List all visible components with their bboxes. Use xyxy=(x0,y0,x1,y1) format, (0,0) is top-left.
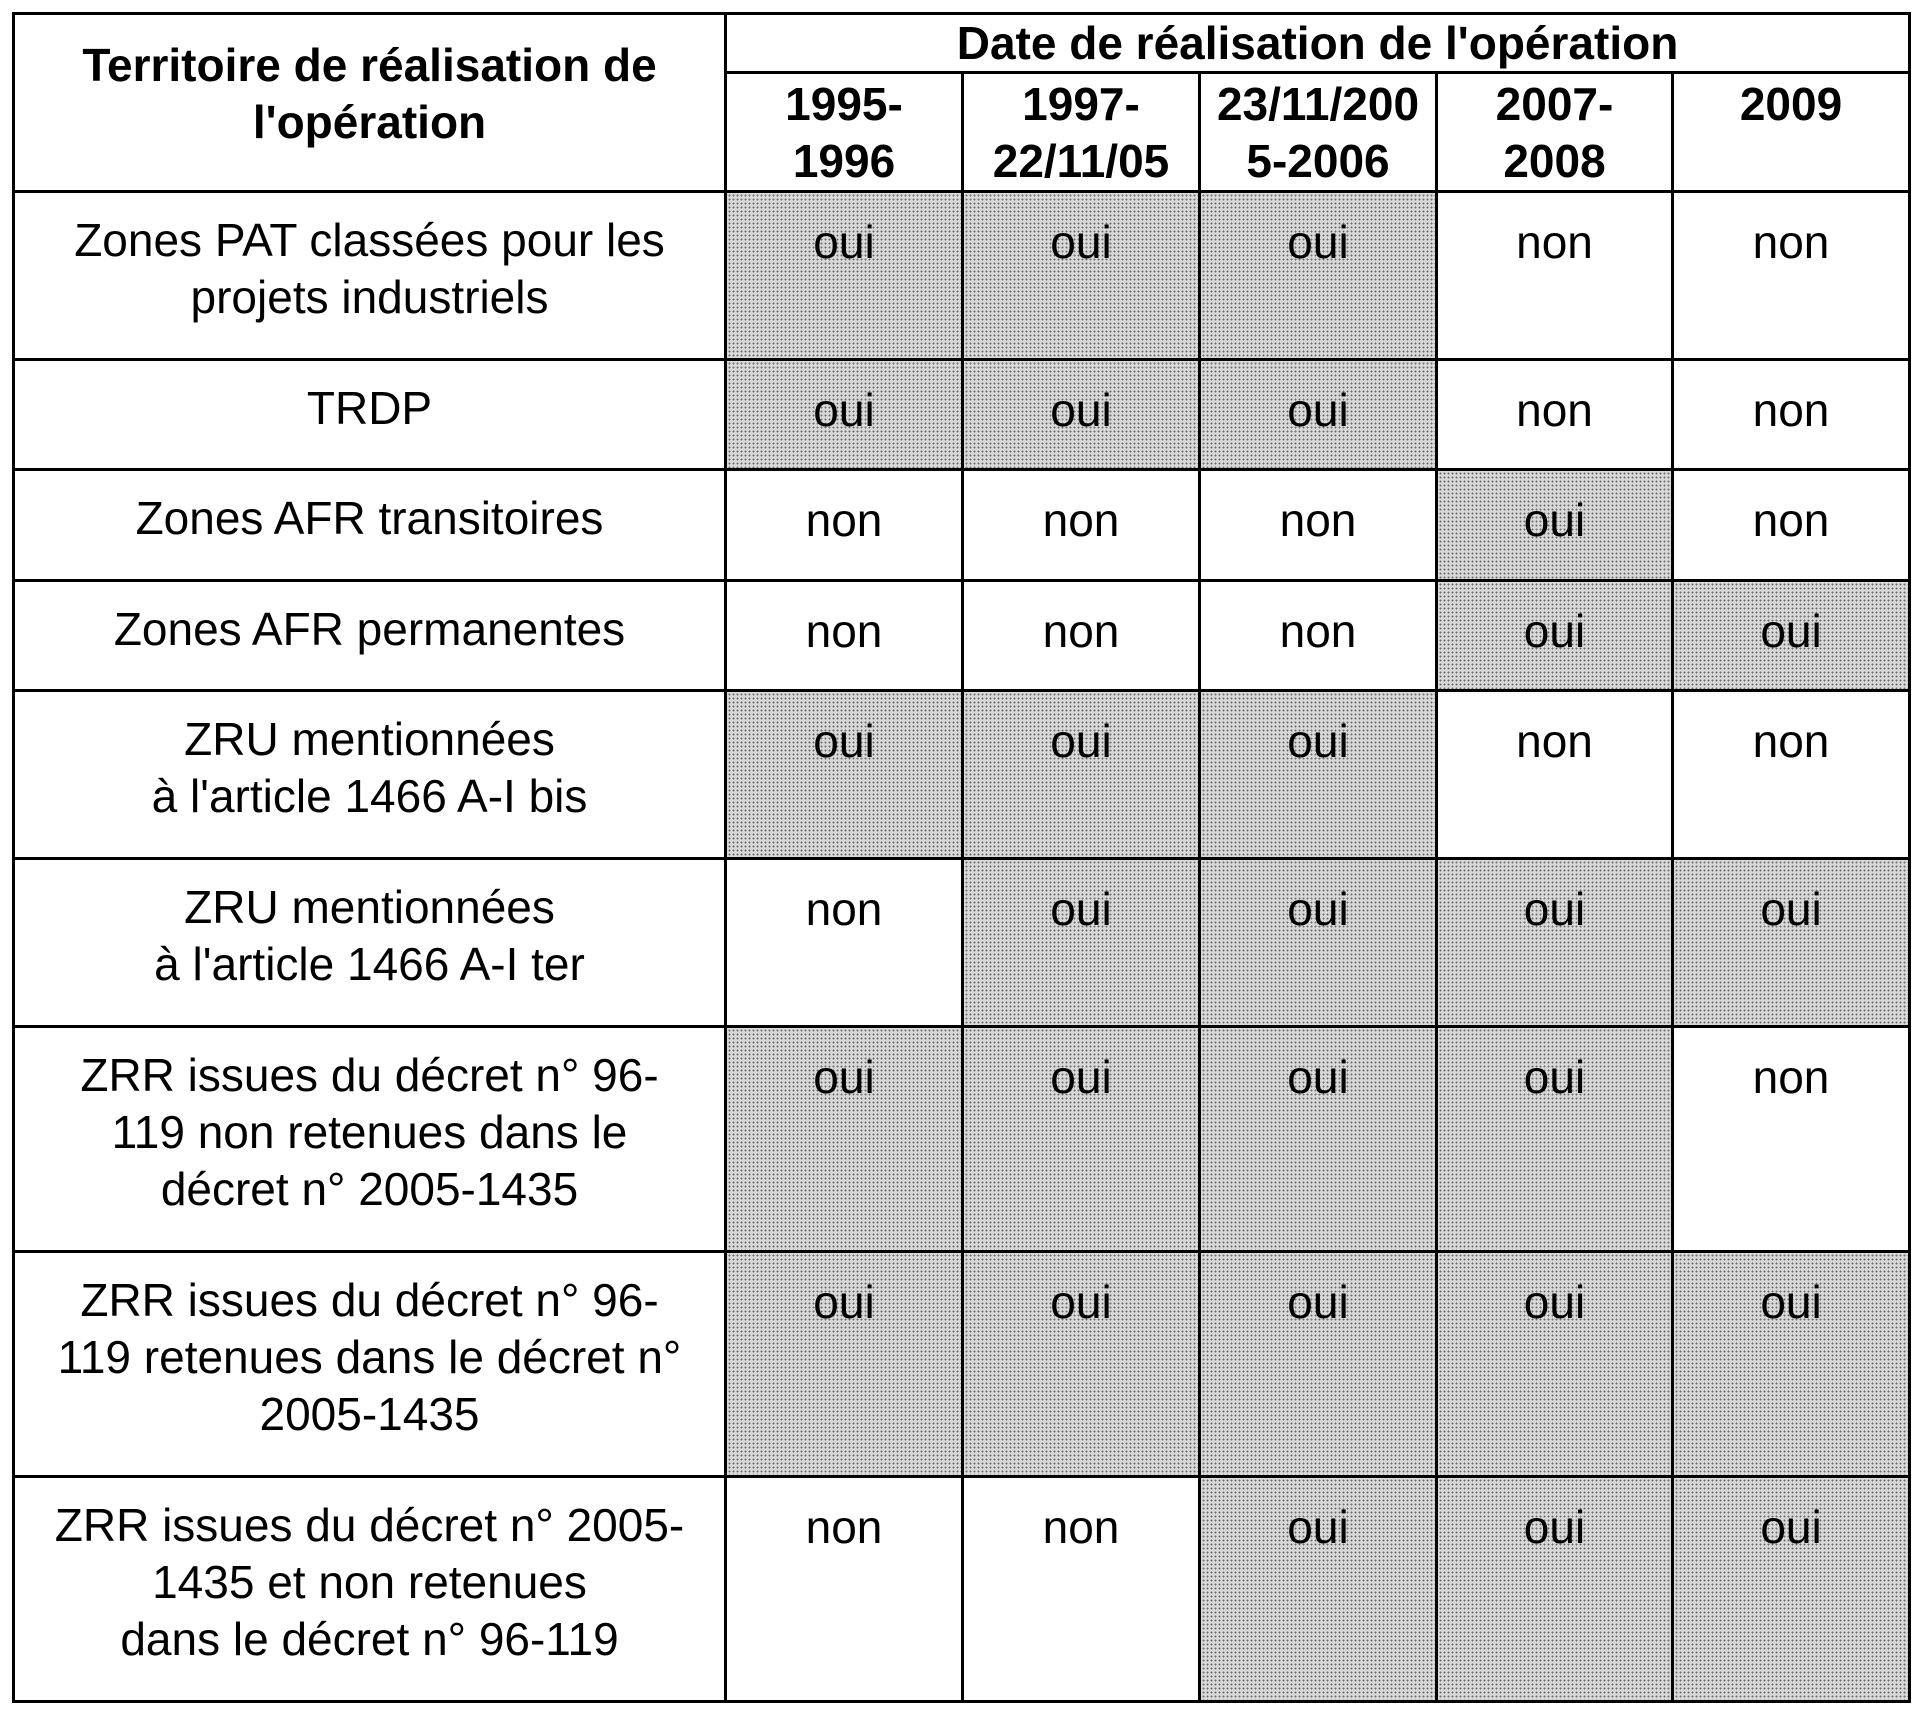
value-text: oui xyxy=(1523,1276,1586,1328)
value-text: oui xyxy=(1050,883,1112,935)
territory-label: ZRU mentionnées à l'article 1466 A-I ter xyxy=(154,881,585,990)
value-text: oui xyxy=(1050,1276,1112,1328)
territory-label: Zones AFR transitoires xyxy=(135,492,604,544)
value-text: oui xyxy=(1523,1501,1586,1553)
territory-label: Zones PAT classées pour les projets industriels xyxy=(74,214,665,323)
table-row xyxy=(14,470,1910,581)
value-text: oui xyxy=(1287,1276,1349,1328)
value-cell xyxy=(1200,192,1437,360)
value-text: non xyxy=(805,494,883,546)
value-text: non xyxy=(1042,494,1120,546)
value-text: oui xyxy=(1760,1501,1822,1553)
value-cell xyxy=(726,470,963,581)
value-text: oui xyxy=(1287,216,1349,268)
value-text: oui xyxy=(1760,605,1822,657)
date-group-header xyxy=(726,14,1910,73)
value-cell xyxy=(1437,1252,1673,1477)
value-cell xyxy=(1437,1477,1673,1702)
value-text: oui xyxy=(813,216,875,268)
value-cell xyxy=(1200,1252,1437,1477)
territory-label: ZRR issues du décret n° 96- 119 non retenues dans le décret n° 2005-1435 xyxy=(80,1049,659,1215)
value-text: oui xyxy=(813,1051,875,1103)
territory-label: ZRR issues du décret n° 96- 119 retenues dans le décret n° 2005-1435 xyxy=(57,1274,682,1440)
value-text: non xyxy=(1516,216,1593,268)
period-header-4 xyxy=(1437,73,1673,192)
value-cell xyxy=(1200,581,1437,691)
value-text: non xyxy=(1752,216,1830,268)
value-text: oui xyxy=(1287,883,1349,935)
value-text: oui xyxy=(1050,1051,1112,1103)
value-text: non xyxy=(1042,1501,1120,1553)
value-cell xyxy=(726,1252,963,1477)
period-header-text: 2007- 2008 xyxy=(1495,78,1614,187)
value-cell xyxy=(1673,470,1910,581)
table-row xyxy=(14,360,1910,470)
date-group-header-text: Date de réalisation de l'opération xyxy=(956,17,1679,69)
table-row xyxy=(14,1027,1910,1252)
value-text: non xyxy=(1752,384,1830,436)
value-text: non xyxy=(805,605,883,657)
territory-cell xyxy=(14,691,726,859)
value-cell xyxy=(1200,691,1437,859)
period-header-3 xyxy=(1200,73,1437,192)
value-text: non xyxy=(1752,494,1830,546)
value-cell xyxy=(726,691,963,859)
period-header-text: 2009 xyxy=(1739,78,1843,130)
value-text: oui xyxy=(1050,715,1112,767)
value-cell xyxy=(963,470,1200,581)
value-cell xyxy=(963,1027,1200,1252)
value-text: oui xyxy=(1050,216,1112,268)
value-cell xyxy=(726,581,963,691)
table-row xyxy=(14,192,1910,360)
value-cell xyxy=(1437,691,1673,859)
value-cell xyxy=(726,1027,963,1252)
value-text: non xyxy=(1516,384,1593,436)
value-text: oui xyxy=(813,1276,875,1328)
value-cell xyxy=(1200,859,1437,1027)
period-header-text: 1995- 1996 xyxy=(785,78,903,187)
value-cell xyxy=(963,581,1200,691)
territory-column-header-text: Territoire de réalisation de l'opération xyxy=(82,39,657,148)
value-text: oui xyxy=(1050,384,1112,436)
value-text: non xyxy=(1752,1051,1830,1103)
value-cell xyxy=(963,691,1200,859)
value-cell xyxy=(1437,1027,1673,1252)
value-cell xyxy=(963,192,1200,360)
period-header-2 xyxy=(963,73,1200,192)
territory-label: TRDP xyxy=(306,382,433,434)
value-cell xyxy=(1200,470,1437,581)
value-cell xyxy=(1437,360,1673,470)
territory-cell xyxy=(14,1027,726,1252)
value-cell xyxy=(963,1252,1200,1477)
value-text: oui xyxy=(1523,494,1586,546)
territory-column-header xyxy=(14,14,726,192)
value-cell xyxy=(1673,360,1910,470)
value-text: non xyxy=(805,883,883,935)
table-row xyxy=(14,1477,1910,1702)
territory-label: ZRU mentionnées à l'article 1466 A-I bis xyxy=(151,713,588,822)
value-cell xyxy=(726,859,963,1027)
value-text: oui xyxy=(1523,605,1586,657)
value-text: oui xyxy=(813,384,875,436)
value-text: oui xyxy=(1760,883,1822,935)
period-header-5 xyxy=(1673,73,1910,192)
value-cell xyxy=(726,192,963,360)
eligibility-table xyxy=(12,12,1911,1703)
territory-cell xyxy=(14,859,726,1027)
value-cell xyxy=(1437,581,1673,691)
value-cell xyxy=(1673,581,1910,691)
value-cell xyxy=(1673,1477,1910,1702)
value-cell xyxy=(1437,470,1673,581)
period-header-text: 23/11/200 5-2006 xyxy=(1216,78,1420,187)
value-text: oui xyxy=(1287,1051,1349,1103)
value-cell xyxy=(963,360,1200,470)
value-cell xyxy=(726,1477,963,1702)
value-cell xyxy=(1673,859,1910,1027)
table-row xyxy=(14,691,1910,859)
territory-cell xyxy=(14,1252,726,1477)
value-cell xyxy=(1437,192,1673,360)
value-text: non xyxy=(1042,605,1120,657)
value-cell xyxy=(726,360,963,470)
value-text: oui xyxy=(1287,715,1349,767)
value-text: non xyxy=(805,1501,883,1553)
value-text: oui xyxy=(1287,1501,1349,1553)
territory-cell xyxy=(14,192,726,360)
value-cell xyxy=(1200,360,1437,470)
value-text: oui xyxy=(1523,883,1586,935)
value-cell xyxy=(1437,859,1673,1027)
period-header-text: 1997- 22/11/05 xyxy=(992,78,1170,187)
table-row xyxy=(14,859,1910,1027)
value-cell xyxy=(1200,1027,1437,1252)
territory-cell xyxy=(14,1477,726,1702)
territory-cell xyxy=(14,470,726,581)
value-text: non xyxy=(1279,605,1357,657)
table-row xyxy=(14,581,1910,691)
value-text: non xyxy=(1516,715,1593,767)
territory-cell xyxy=(14,360,726,470)
value-text: oui xyxy=(1760,1276,1822,1328)
table-row xyxy=(14,1252,1910,1477)
value-text: non xyxy=(1752,715,1830,767)
value-text: oui xyxy=(1287,384,1349,436)
territory-cell xyxy=(14,581,726,691)
value-text: oui xyxy=(813,715,875,767)
territory-label: Zones AFR permanentes xyxy=(113,603,626,655)
territory-label: ZRR issues du décret n° 2005- 1435 et non retenues dans le décret n° 96-119 xyxy=(54,1499,685,1665)
value-cell xyxy=(1673,1027,1910,1252)
value-cell xyxy=(1673,1252,1910,1477)
value-text: oui xyxy=(1523,1051,1586,1103)
value-cell xyxy=(963,1477,1200,1702)
value-cell xyxy=(1673,691,1910,859)
value-cell xyxy=(963,859,1200,1027)
value-cell xyxy=(1673,192,1910,360)
period-header-1 xyxy=(726,73,963,192)
value-text: non xyxy=(1279,494,1357,546)
value-cell xyxy=(1200,1477,1437,1702)
